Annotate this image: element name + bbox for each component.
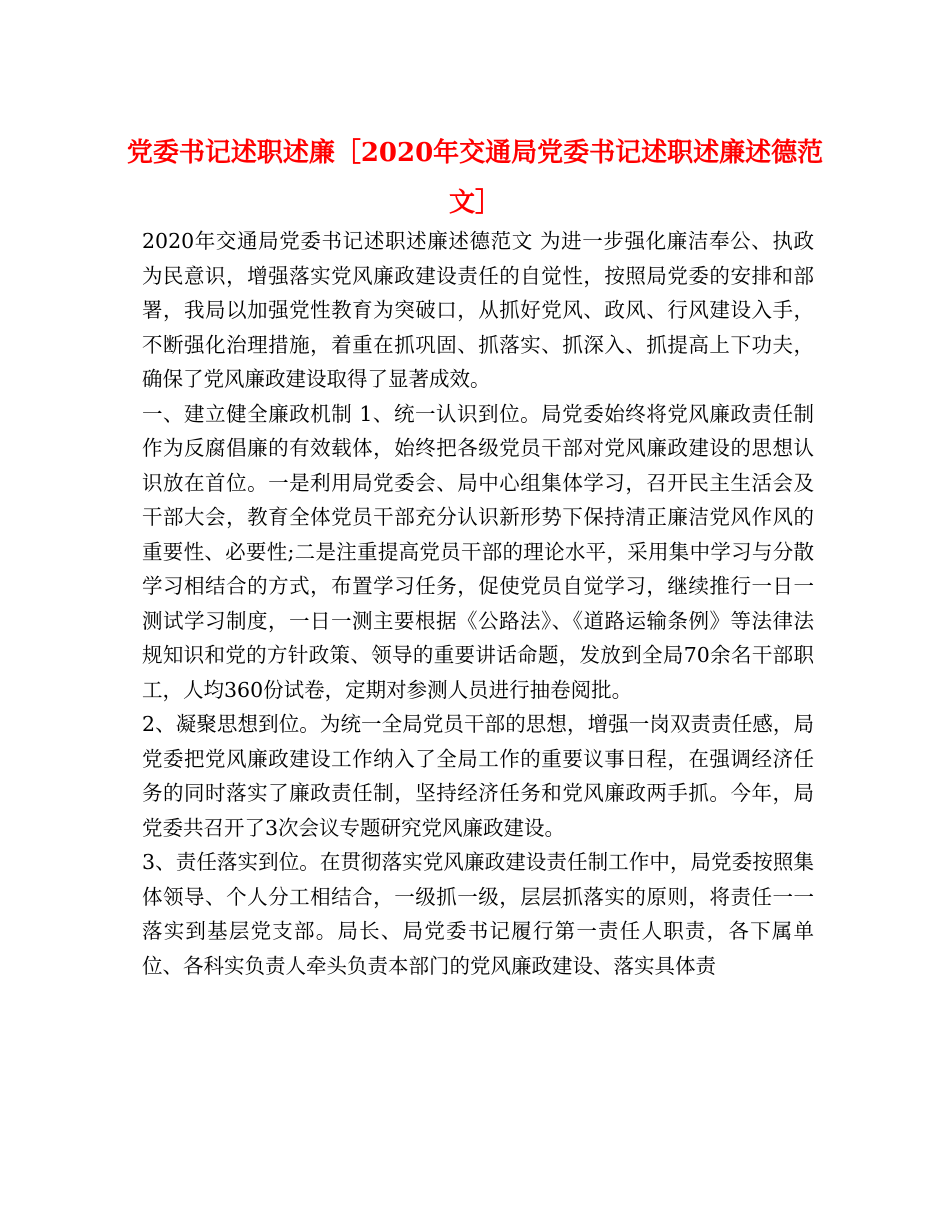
paragraph-section-2: 2、凝聚思想到位。为统一全局党员干部的思想，增强一岗双责责任感，局党委把党风廉政建设工作纳入了全局工作的重要议事日程，在强调经济任务的同时落实了廉政责任制，坚持经济任务和党风廉政两手抓。今年，局党委共召开了3次会议专题研究党风廉政建设。 [142, 712, 814, 840]
document-title: 党委书记述职述廉［2020年交通局党委书记述职述廉述德范文］ [126, 138, 824, 218]
paragraph-section-1: 一、建立健全廉政机制 1、统一认识到位。局党委始终将党风廉政责任制作为反腐倡廉的有效载体，始终把各级党员干部对党风廉政建设的思想认识放在首位。一是利用局党委会、局中心组集体学习，召开民主生活会及干部大会，教育全体党员干部充分认识新形势下保持清正廉洁党风作风的重要性、必要性;二是注重提高党员干部的理论水平，采用集中学习与分散学习相结合的方式，布置学习任务，促使党员自觉学习，继续推行一日一测试学习制度，一日一测主要根据《公路法》、《道路运输条例》等法律法规知识和党的方针政策、领导的重要讲话命题，发放到全局70余名干部职工，人均360份试卷，定期对参测人员进行抽卷阅批。 [142, 401, 814, 702]
paragraph-section-3: 3、责任落实到位。在贯彻落实党风廉政建设责任制工作中，局党委按照集体领导、个人分工相结合，一级抓一级，层层抓落实的原则，将责任一一落实到基层党支部。局长、局党委书记履行第一责任人职责，各下属单位、各科实负责人牵头负责本部门的党风廉政建设、落实具体责 [142, 850, 814, 978]
paragraph-intro: 2020年交通局党委书记述职述廉述德范文 为进一步强化廉洁奉公、执政为民意识，增强落实党风廉政建设责任的自觉性，按照局党委的安排和部署，我局以加强党性教育为突破口，从抓好党风、政风、行风建设入手，不断强化治理措施，着重在抓巩固、抓落实、抓深入、抓提高上下功夫，确保了党风廉政建设取得了显著成效。 [142, 229, 814, 391]
document-body [142, 224, 814, 983]
